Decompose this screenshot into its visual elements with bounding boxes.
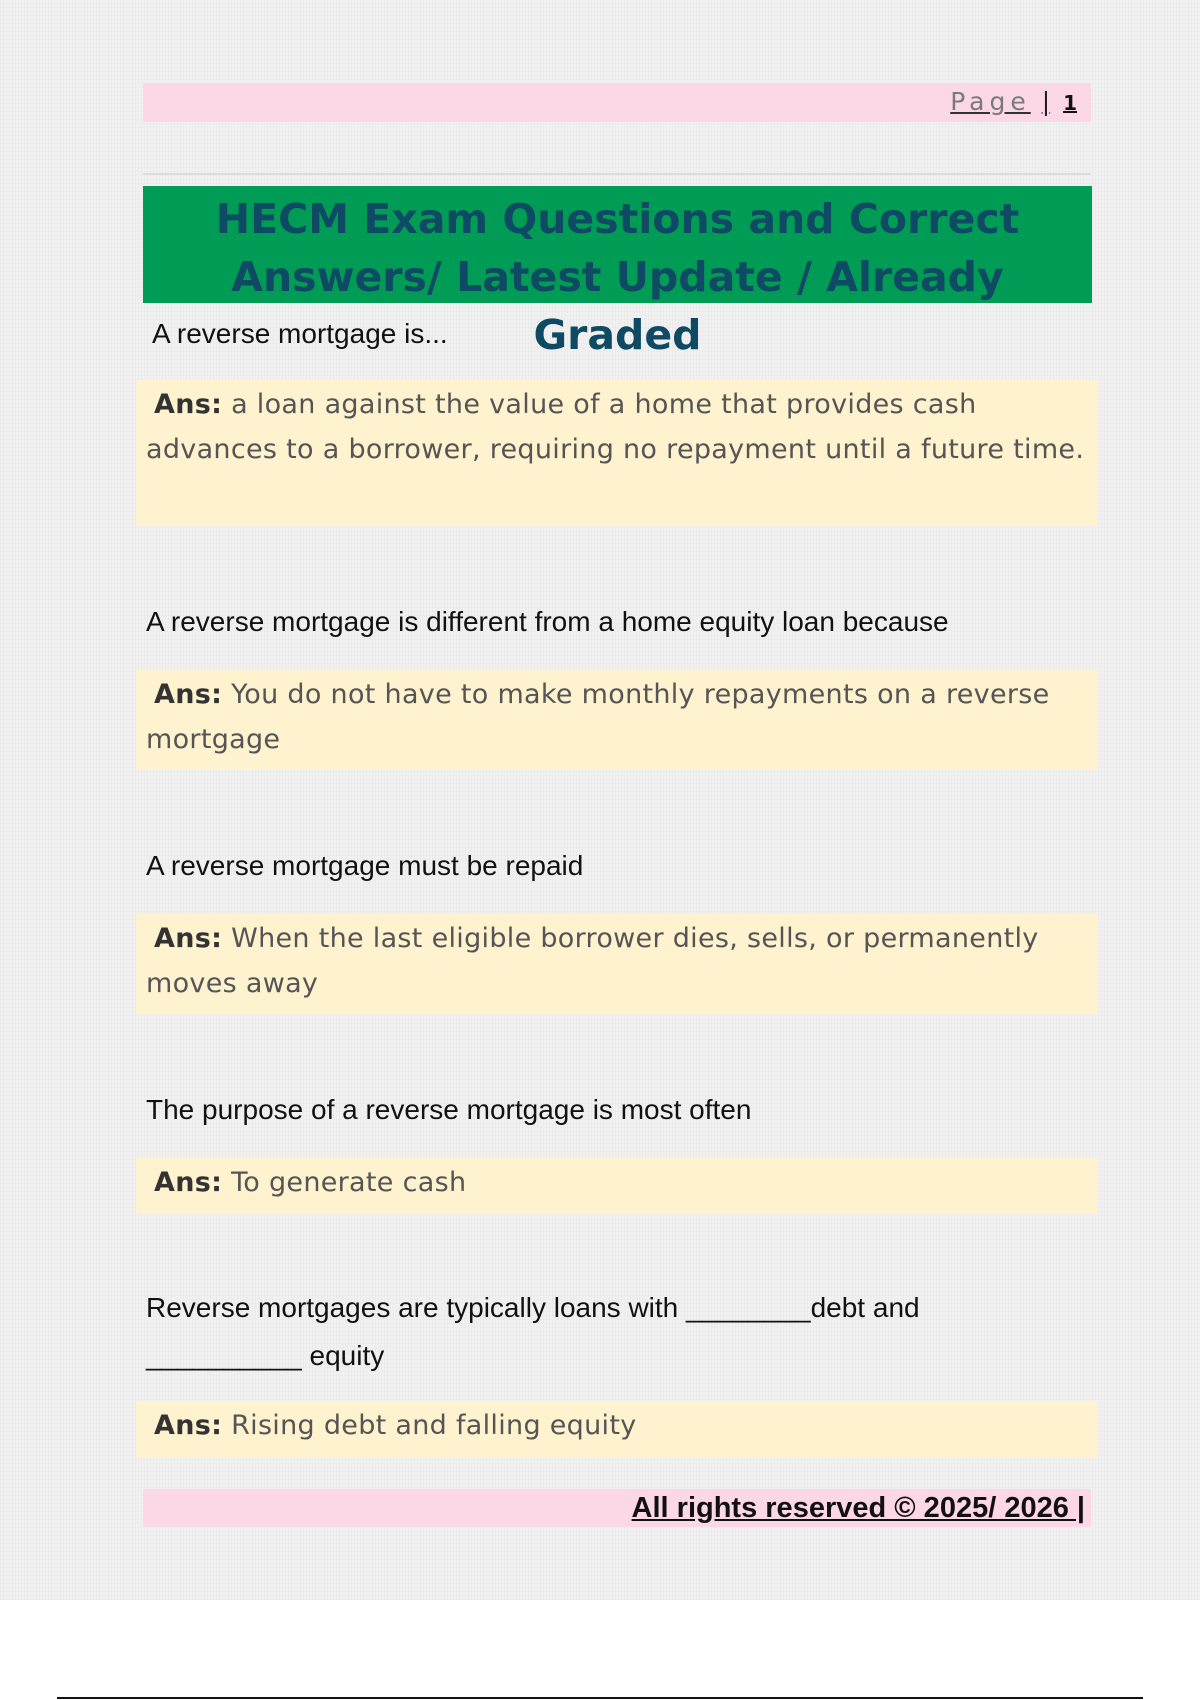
- page-number-value: 1: [1063, 91, 1077, 115]
- question-5: [146, 1284, 920, 1380]
- page-bottom-rule: [57, 1697, 1143, 1699]
- answer-5-text: Rising debt and falling equity: [231, 1410, 637, 1441]
- answer-box-1: [136, 380, 1098, 526]
- answer-5: [146, 1403, 1088, 1448]
- answer-label: Ans:: [154, 389, 223, 420]
- answer-label: Ans:: [154, 923, 223, 954]
- answer-1-text: a loan against the value of a home that provides cash advances to a borrower, requiring no repayment until a future time.: [146, 389, 1085, 465]
- question-5-line-2: __________ equity: [146, 1340, 385, 1371]
- title-line-2: Answers/ Latest Update / Already Graded: [231, 253, 1004, 359]
- answer-box-4: [136, 1158, 1098, 1213]
- question-5-line-1: Reverse mortgages are typically loans with ________debt and: [146, 1292, 920, 1323]
- answer-box-2: [136, 670, 1098, 770]
- page-label: Page: [950, 87, 1031, 116]
- copyright-notice: All rights reserved © 2025/ 2026 |: [631, 1492, 1085, 1524]
- answer-label: Ans:: [154, 1410, 223, 1441]
- answer-2-text: You do not have to make monthly repayments on a reverse mortgage: [146, 679, 1050, 755]
- question-4: The purpose of a reverse mortgage is most often: [146, 1094, 752, 1125]
- header-divider: [143, 173, 1091, 175]
- answer-2: [146, 672, 1088, 762]
- answer-4: [146, 1160, 1088, 1205]
- page-number: [950, 87, 1077, 116]
- answer-box-5: [136, 1401, 1098, 1458]
- answer-label: Ans:: [154, 679, 223, 710]
- question-3: A reverse mortgage must be repaid: [146, 850, 584, 881]
- question-2: A reverse mortgage is different from a home equity loan because: [146, 606, 949, 637]
- answer-label: Ans:: [154, 1167, 223, 1198]
- answer-1: [146, 382, 1088, 472]
- page-separator: |: [1041, 87, 1051, 116]
- title-line-1: HECM Exam Questions and Correct: [215, 195, 1020, 243]
- page-footer: [143, 1489, 1091, 1527]
- answer-3-text: When the last eligible borrower dies, sells, or permanently moves away: [146, 923, 1039, 999]
- page-header: [143, 83, 1091, 122]
- answer-box-3: [136, 914, 1098, 1014]
- answer-3: [146, 916, 1088, 1006]
- answer-4-text: To generate cash: [231, 1167, 467, 1198]
- question-1: A reverse mortgage is...: [152, 318, 448, 349]
